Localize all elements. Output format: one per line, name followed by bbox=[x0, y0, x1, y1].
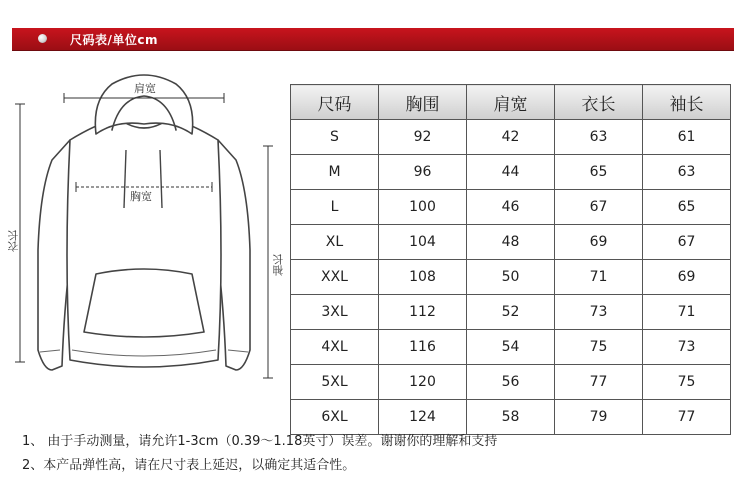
note-line-1: 1、 由于手动测量，请允许1-3cm（0.39～1.18英寸）误差。谢谢你的理解和支持 bbox=[22, 434, 498, 449]
sleeve-length-label: 袖长 bbox=[272, 254, 285, 276]
cell-sleeve: 77 bbox=[643, 400, 731, 435]
bullet-icon bbox=[38, 34, 47, 43]
cell-shoulder: 52 bbox=[467, 295, 555, 330]
table-row bbox=[291, 225, 731, 260]
shoulder-width-label: 肩宽 bbox=[134, 82, 156, 95]
cell-shoulder: 50 bbox=[467, 260, 555, 295]
note-line-2: 2、本产品弹性高，请在尺寸表上延迟，以确定其适合性。 bbox=[22, 458, 356, 473]
cell-size: 6XL bbox=[291, 400, 379, 435]
table-row bbox=[291, 365, 731, 400]
cell-length: 63 bbox=[555, 120, 643, 155]
cell-sleeve: 73 bbox=[643, 330, 731, 365]
cell-length: 75 bbox=[555, 330, 643, 365]
table-row bbox=[291, 155, 731, 190]
column-header-chest: 胸围 bbox=[379, 85, 467, 120]
cell-size: XXL bbox=[291, 260, 379, 295]
table-row bbox=[291, 295, 731, 330]
page-title: 尺码表/单位cm bbox=[70, 33, 159, 47]
length-label: 衣长 bbox=[7, 230, 20, 252]
cell-size: 5XL bbox=[291, 365, 379, 400]
cell-shoulder: 56 bbox=[467, 365, 555, 400]
cell-chest: 112 bbox=[379, 295, 467, 330]
hoodie-illustration bbox=[0, 60, 290, 420]
chest-width-label: 胸宽 bbox=[130, 190, 152, 203]
size-chart-table bbox=[290, 84, 731, 435]
column-header-length: 衣长 bbox=[555, 85, 643, 120]
table-row bbox=[291, 190, 731, 225]
cell-shoulder: 54 bbox=[467, 330, 555, 365]
cell-sleeve: 61 bbox=[643, 120, 731, 155]
hoodie-diagram bbox=[0, 60, 290, 420]
cell-sleeve: 71 bbox=[643, 295, 731, 330]
cell-chest: 116 bbox=[379, 330, 467, 365]
cell-size: L bbox=[291, 190, 379, 225]
cell-shoulder: 44 bbox=[467, 155, 555, 190]
cell-length: 77 bbox=[555, 365, 643, 400]
cell-chest: 124 bbox=[379, 400, 467, 435]
cell-length: 73 bbox=[555, 295, 643, 330]
notes-section bbox=[22, 430, 497, 478]
cell-length: 65 bbox=[555, 155, 643, 190]
column-header-size: 尺码 bbox=[291, 85, 379, 120]
cell-shoulder: 46 bbox=[467, 190, 555, 225]
cell-chest: 120 bbox=[379, 365, 467, 400]
cell-chest: 92 bbox=[379, 120, 467, 155]
cell-size: XL bbox=[291, 225, 379, 260]
cell-chest: 100 bbox=[379, 190, 467, 225]
cell-shoulder: 58 bbox=[467, 400, 555, 435]
cell-sleeve: 63 bbox=[643, 155, 731, 190]
table-header-row bbox=[291, 85, 731, 120]
cell-shoulder: 48 bbox=[467, 225, 555, 260]
column-header-sleeve: 袖长 bbox=[643, 85, 731, 120]
cell-sleeve: 65 bbox=[643, 190, 731, 225]
cell-sleeve: 67 bbox=[643, 225, 731, 260]
cell-length: 69 bbox=[555, 225, 643, 260]
cell-length: 71 bbox=[555, 260, 643, 295]
cell-size: S bbox=[291, 120, 379, 155]
cell-size: M bbox=[291, 155, 379, 190]
cell-length: 67 bbox=[555, 190, 643, 225]
cell-shoulder: 42 bbox=[467, 120, 555, 155]
cell-chest: 108 bbox=[379, 260, 467, 295]
cell-length: 79 bbox=[555, 400, 643, 435]
table-row bbox=[291, 330, 731, 365]
header-bar bbox=[12, 28, 734, 51]
table-row bbox=[291, 120, 731, 155]
cell-size: 4XL bbox=[291, 330, 379, 365]
cell-sleeve: 75 bbox=[643, 365, 731, 400]
cell-sleeve: 69 bbox=[643, 260, 731, 295]
cell-chest: 96 bbox=[379, 155, 467, 190]
column-header-shoulder: 肩宽 bbox=[467, 85, 555, 120]
cell-chest: 104 bbox=[379, 225, 467, 260]
table-row bbox=[291, 260, 731, 295]
cell-size: 3XL bbox=[291, 295, 379, 330]
